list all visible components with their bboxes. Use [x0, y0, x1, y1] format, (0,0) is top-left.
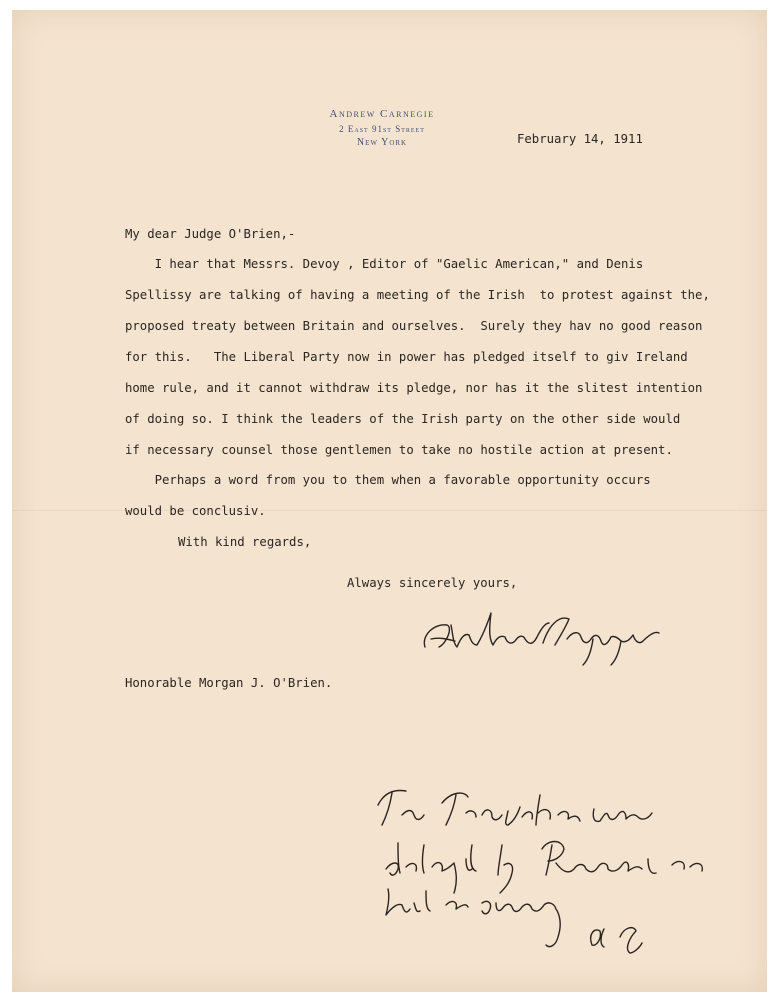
body-line: proposed treaty between Britain and ourselves. Surely they hav no good reason	[125, 319, 703, 333]
recipient-line: Honorable Morgan J. O'Brien.	[125, 676, 333, 690]
closing-regards: With kind regards,	[178, 535, 312, 549]
body-line: Spellissy are talking of having a meeting of the Irish to protest against the,	[125, 288, 710, 302]
body-line: home rule, and it cannot withdraw its pledge, nor has it the slitest intention	[125, 381, 703, 395]
letterhead-name: Andrew Carnegie	[329, 108, 435, 120]
handwritten-postscript	[372, 785, 717, 960]
body-line: I hear that Messrs. Devoy , Editor of "Gaelic American," and Denis	[125, 257, 644, 271]
body-line: Perhaps a word from you to them when a favorable opportunity occurs	[125, 473, 651, 487]
body-line: for this. The Liberal Party now in power has pledged itself to giv Ireland	[125, 350, 688, 364]
letterhead-city: New York	[356, 137, 408, 148]
signature-image	[417, 595, 662, 670]
letter-sheet	[12, 10, 767, 992]
letterhead-address: 2 East 91st Street	[339, 124, 425, 134]
closing: Always sincerely yours,	[347, 576, 518, 590]
letter-date: February 14, 1911	[517, 132, 643, 146]
salutation: My dear Judge O'Brien,-	[125, 227, 296, 241]
body-line: if necessary counsel those gentlemen to take no hostile action at present.	[125, 443, 673, 457]
body-line: would be conclusiv.	[125, 504, 266, 518]
body-line: of doing so. I think the leaders of the Irish party on the other side would	[125, 412, 681, 426]
